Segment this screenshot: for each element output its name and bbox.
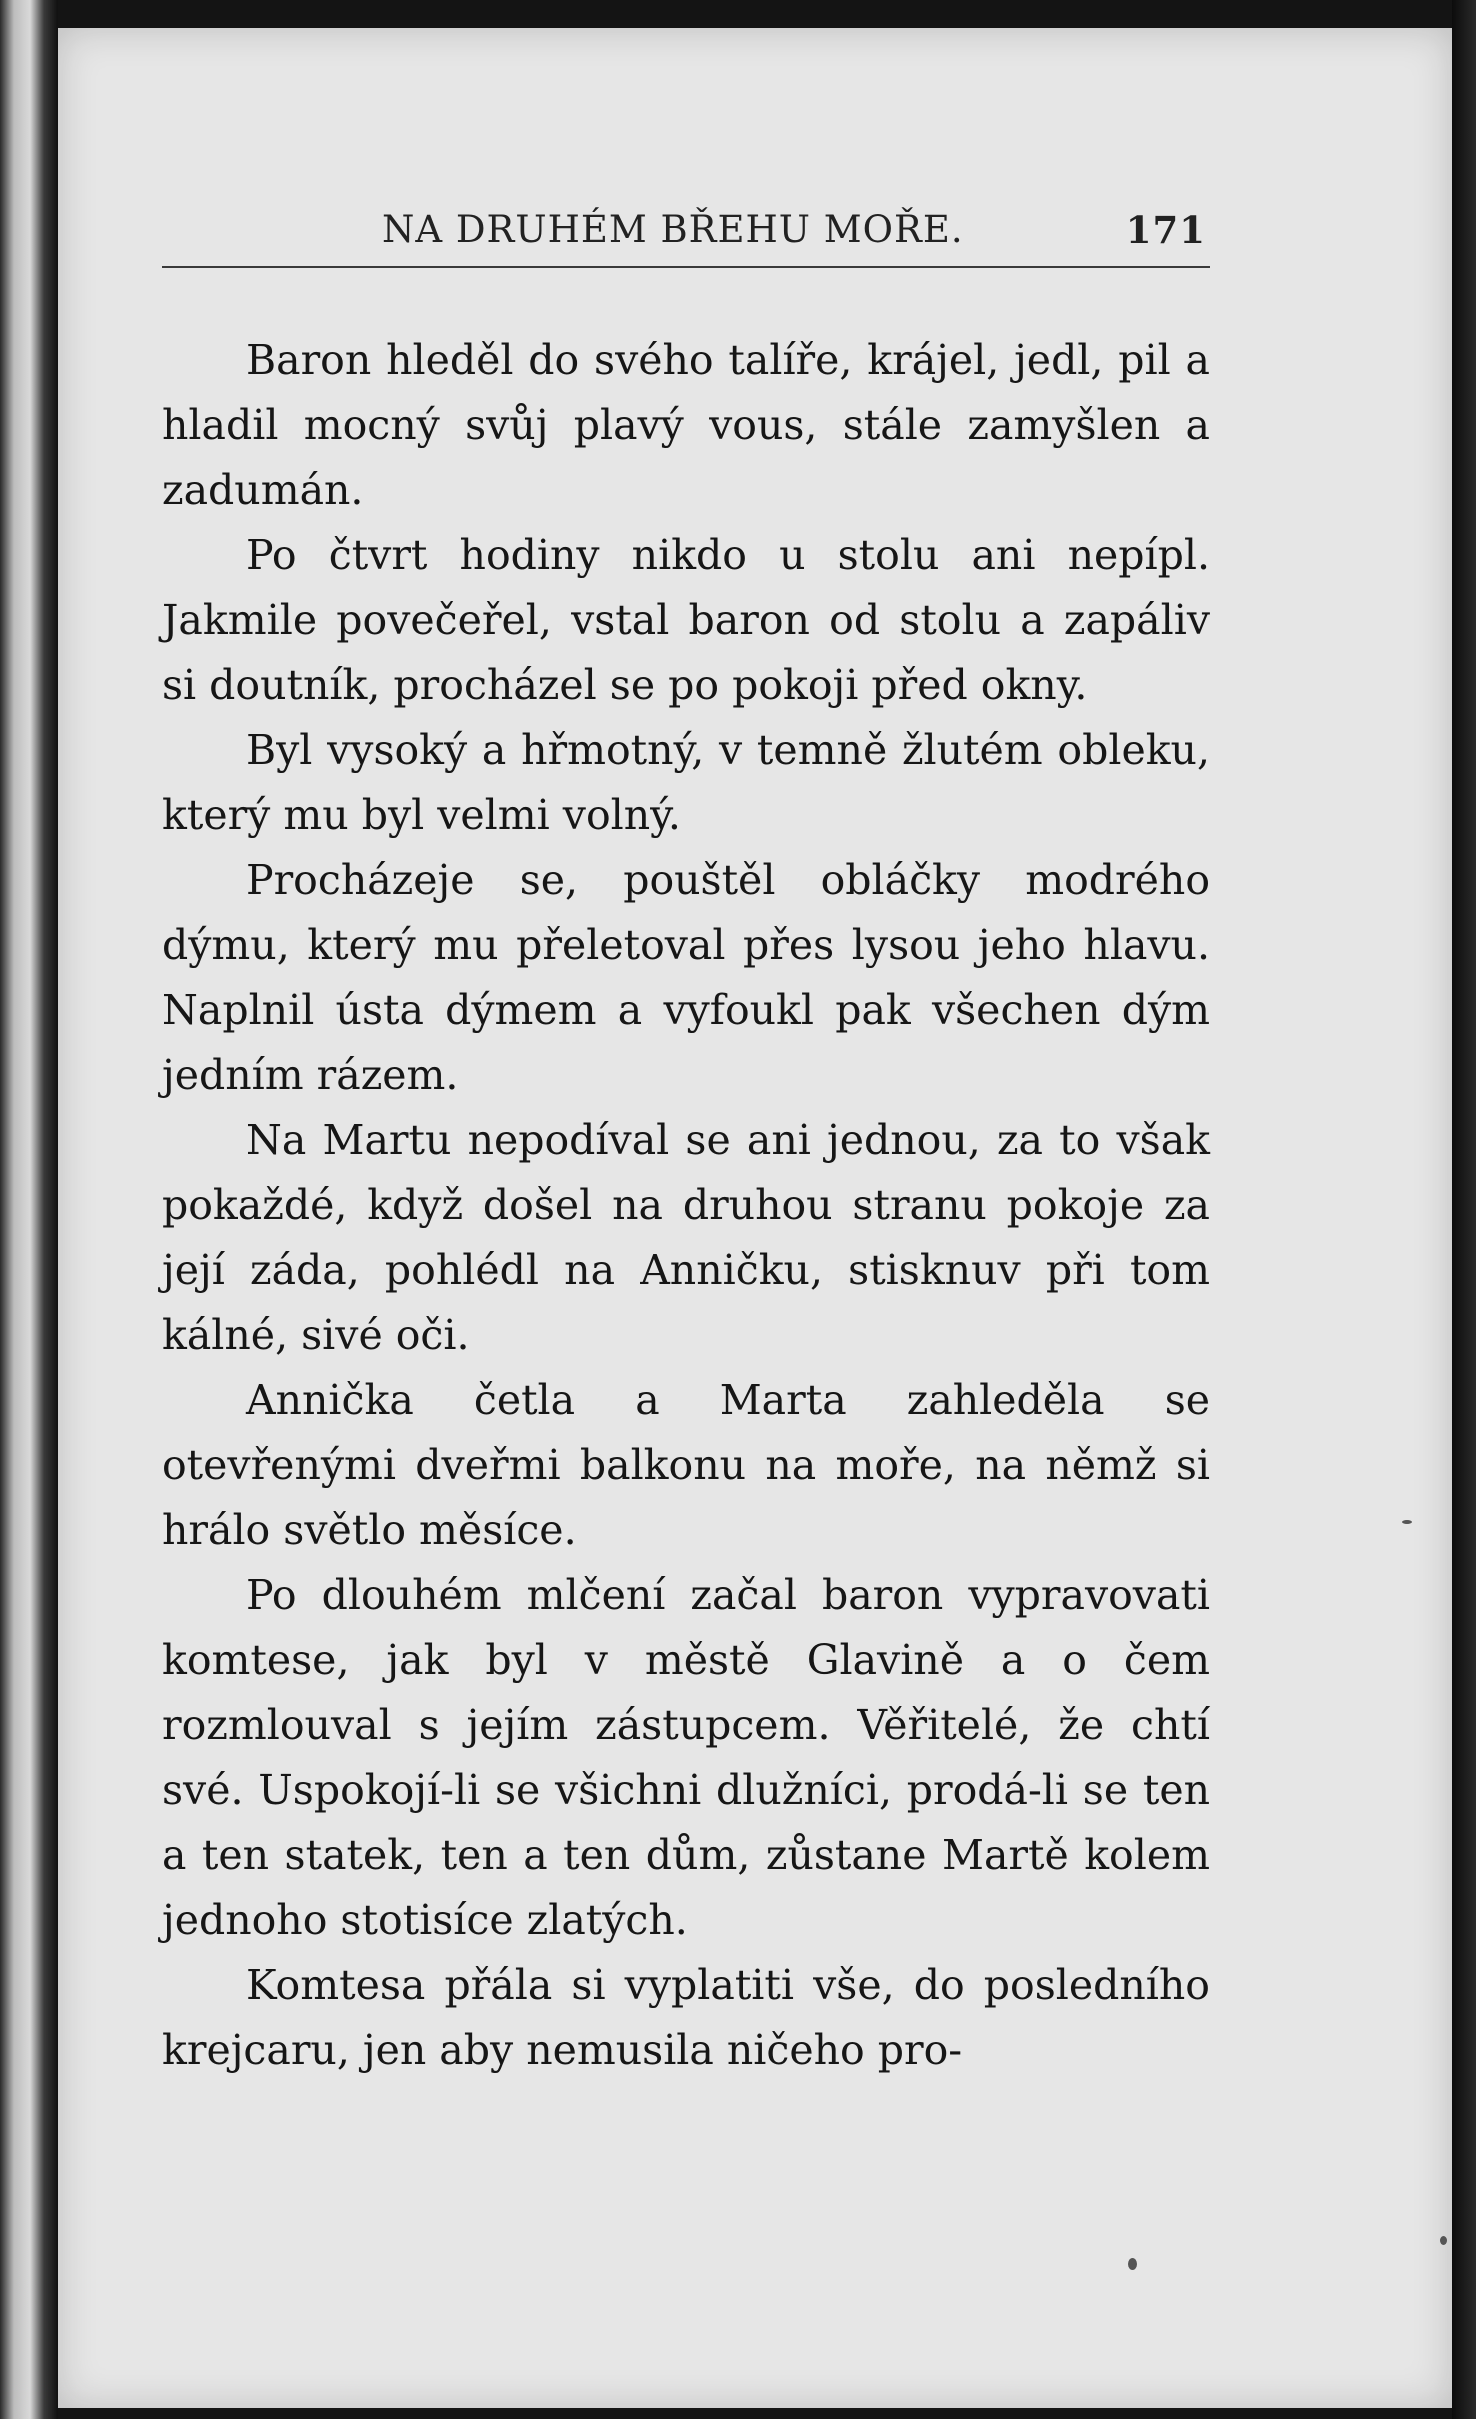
paper-speck	[1440, 2236, 1447, 2245]
book-gutter-edge	[0, 0, 58, 2419]
page-header	[318, 200, 1206, 256]
page-number: 171	[1125, 208, 1206, 252]
body-text	[162, 328, 1210, 2083]
paragraph: Na Martu nepodíval se ani jednou, za to však pokaždé, když došel na druhou stranu pokoje za její záda, pohlédl na Anničku, stisknuv při tom kálné, sivé oči.	[162, 1116, 1210, 1359]
paragraph: Baron hleděl do svého talíře, krájel, jedl, pil a hladil mocný svůj plavý vous, stále zamyšlen a zadumán.	[162, 336, 1210, 514]
header-rule	[162, 266, 1210, 268]
running-title: NA DRUHÉM BŘEHU MOŘE.	[382, 208, 964, 251]
paragraph: Po čtvrt hodiny nikdo u stolu ani nepípl. Jakmile povečeřel, vstal baron od stolu a zapáliv si doutník, procházel se po pokoji před okny.	[162, 531, 1210, 709]
paragraph: Annička četla a Marta zahleděla se otevřenými dveřmi balkonu na moře, na němž si hrálo světlo měsíce.	[162, 1376, 1210, 1554]
paragraph: Komtesa přála si vyplatiti vše, do posledního krejcaru, jen aby nemusila ničeho pro-	[162, 1961, 1210, 2074]
scan-right-border	[1452, 0, 1476, 2419]
paragraph: Byl vysoký a hřmotný, v temně žlutém obleku, který mu byl velmi volný.	[162, 726, 1210, 839]
paragraph: Po dlouhém mlčení začal baron vypravovati komtese, jak byl v městě Glavině a o čem rozmlouval s jejím zástupcem. Věřitelé, že chtí své. Uspokojí-li se všichni dlužníci, prodá-li se ten a ten statek, ten a ten dům, zůstane Martě kolem jednoho stotisíce zlatých.	[162, 1571, 1210, 1944]
paragraph: Procházeje se, pouštěl obláčky modrého dýmu, který mu přeletoval přes lysou jeho hlavu. Naplnil ústa dýmem a vyfoukl pak všechen dým jedním rázem.	[162, 856, 1210, 1099]
paper-speck	[1128, 2258, 1137, 2270]
paper-speck	[1402, 1520, 1412, 1524]
